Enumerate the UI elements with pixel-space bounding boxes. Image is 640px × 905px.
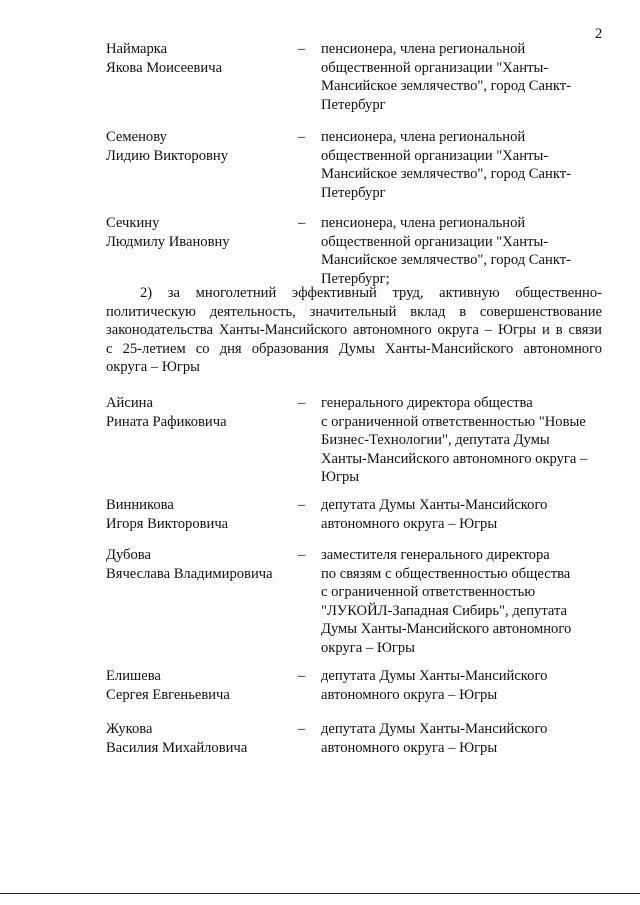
description-line: округа – Югры (321, 639, 415, 656)
description-line: Мансийское землячество", город Санкт- (321, 252, 571, 268)
description-line: Петербург; (321, 270, 390, 287)
person-surname: Жукова (106, 721, 153, 737)
person-name (106, 720, 296, 757)
paragraph-line: законодательства Ханты-Мансийского автономного округа – Югры и в связи (106, 322, 602, 339)
person-given-names: Игоря Викторовича (106, 515, 229, 532)
description-line: автономного округа – Югры (321, 739, 498, 756)
person-name (106, 128, 296, 165)
paragraph-line: округа – Югры (106, 359, 200, 376)
separator-dash: – (298, 668, 306, 684)
description-line: с ограниченной ответственностью (321, 584, 536, 600)
separator-dash: – (298, 215, 306, 231)
person-given-names: Василия Михайловича (106, 739, 248, 756)
description-line: пенсионера, члена региональной (321, 129, 526, 145)
person-description (321, 394, 596, 487)
person-name (106, 667, 296, 704)
separator-dash: – (298, 129, 306, 145)
description-line: Ханты-Мансийского автономного округа – (321, 450, 588, 467)
description-line: автономного округа – Югры (321, 515, 498, 532)
person-description (321, 667, 596, 704)
separator-dash: – (298, 497, 306, 513)
description-line: автономного округа – Югры (321, 686, 498, 703)
separator-dash: – (298, 395, 306, 411)
person-given-names: Вячеслава Владимировича (106, 565, 273, 582)
person-description (321, 546, 596, 657)
description-line: генерального директора общества (321, 395, 533, 411)
person-given-names: Сергея Евгеньевича (106, 686, 230, 703)
description-line: "ЛУКОЙЛ-Западная Сибирь", депутата (321, 602, 568, 619)
person-name (106, 496, 296, 533)
footer-divider (0, 893, 640, 894)
person-given-names: Рината Рафиковича (106, 413, 227, 430)
description-line: Мансийское землячество", город Санкт- (321, 166, 571, 182)
description-line: пенсионера, члена региональной (321, 215, 526, 231)
person-surname: Дубова (106, 547, 151, 563)
person-given-names: Якова Моисеевича (106, 59, 223, 76)
description-line: общественной организации "Ханты- (321, 233, 549, 250)
description-line: депутата Думы Ханты-Мансийского (321, 721, 548, 737)
paragraph-line: 2) за многолетний эффективный труд, активную общественно- (140, 285, 602, 301)
paragraph-line: политическую деятельность, значительный вклад в совершенствование (106, 303, 602, 320)
description-line: с ограниченной ответственностью "Новые (321, 413, 586, 430)
person-description (321, 128, 596, 202)
paragraph-line: с 25-летием со дня образования Думы Ханты-Мансийского автономного (106, 340, 602, 357)
person-name (106, 214, 296, 251)
separator-dash: – (298, 721, 306, 737)
description-line: Мансийское землячество", город Санкт- (321, 78, 571, 94)
person-given-names: Лидию Викторовну (106, 147, 229, 164)
description-line: депутата Думы Ханты-Мансийского (321, 668, 548, 684)
person-surname: Айсина (106, 395, 153, 411)
description-line: пенсионера, члена региональной (321, 41, 526, 57)
description-line: заместителя генерального директора (321, 547, 550, 563)
person-surname: Семенову (106, 129, 167, 145)
person-surname: Елишева (106, 668, 161, 684)
person-name (106, 394, 296, 431)
person-name (106, 40, 296, 77)
person-description (321, 40, 596, 114)
person-given-names: Людмилу Ивановну (106, 233, 230, 250)
separator-dash: – (298, 41, 306, 57)
description-line: общественной организации "Ханты- (321, 59, 549, 76)
person-name (106, 546, 296, 583)
person-surname: Винникова (106, 497, 174, 513)
description-line: депутата Думы Ханты-Мансийского (321, 497, 548, 513)
description-line: по связям с общественностью общества (321, 565, 571, 582)
person-surname: Сечкину (106, 215, 160, 231)
person-surname: Наймарка (106, 41, 168, 57)
description-line: Петербург (321, 184, 386, 201)
person-description (321, 496, 596, 533)
page-number: 2 (595, 26, 603, 42)
separator-dash: – (298, 547, 306, 563)
description-line: общественной организации "Ханты- (321, 147, 549, 164)
person-description (321, 720, 596, 757)
description-line: Петербург (321, 96, 386, 113)
award-reason-paragraph (106, 284, 602, 377)
description-line: Югры (321, 469, 360, 485)
person-description (321, 214, 596, 288)
description-line: Бизнес-Технологии", депутата Думы (321, 432, 550, 448)
description-line: Думы Ханты-Мансийского автономного (321, 621, 572, 637)
